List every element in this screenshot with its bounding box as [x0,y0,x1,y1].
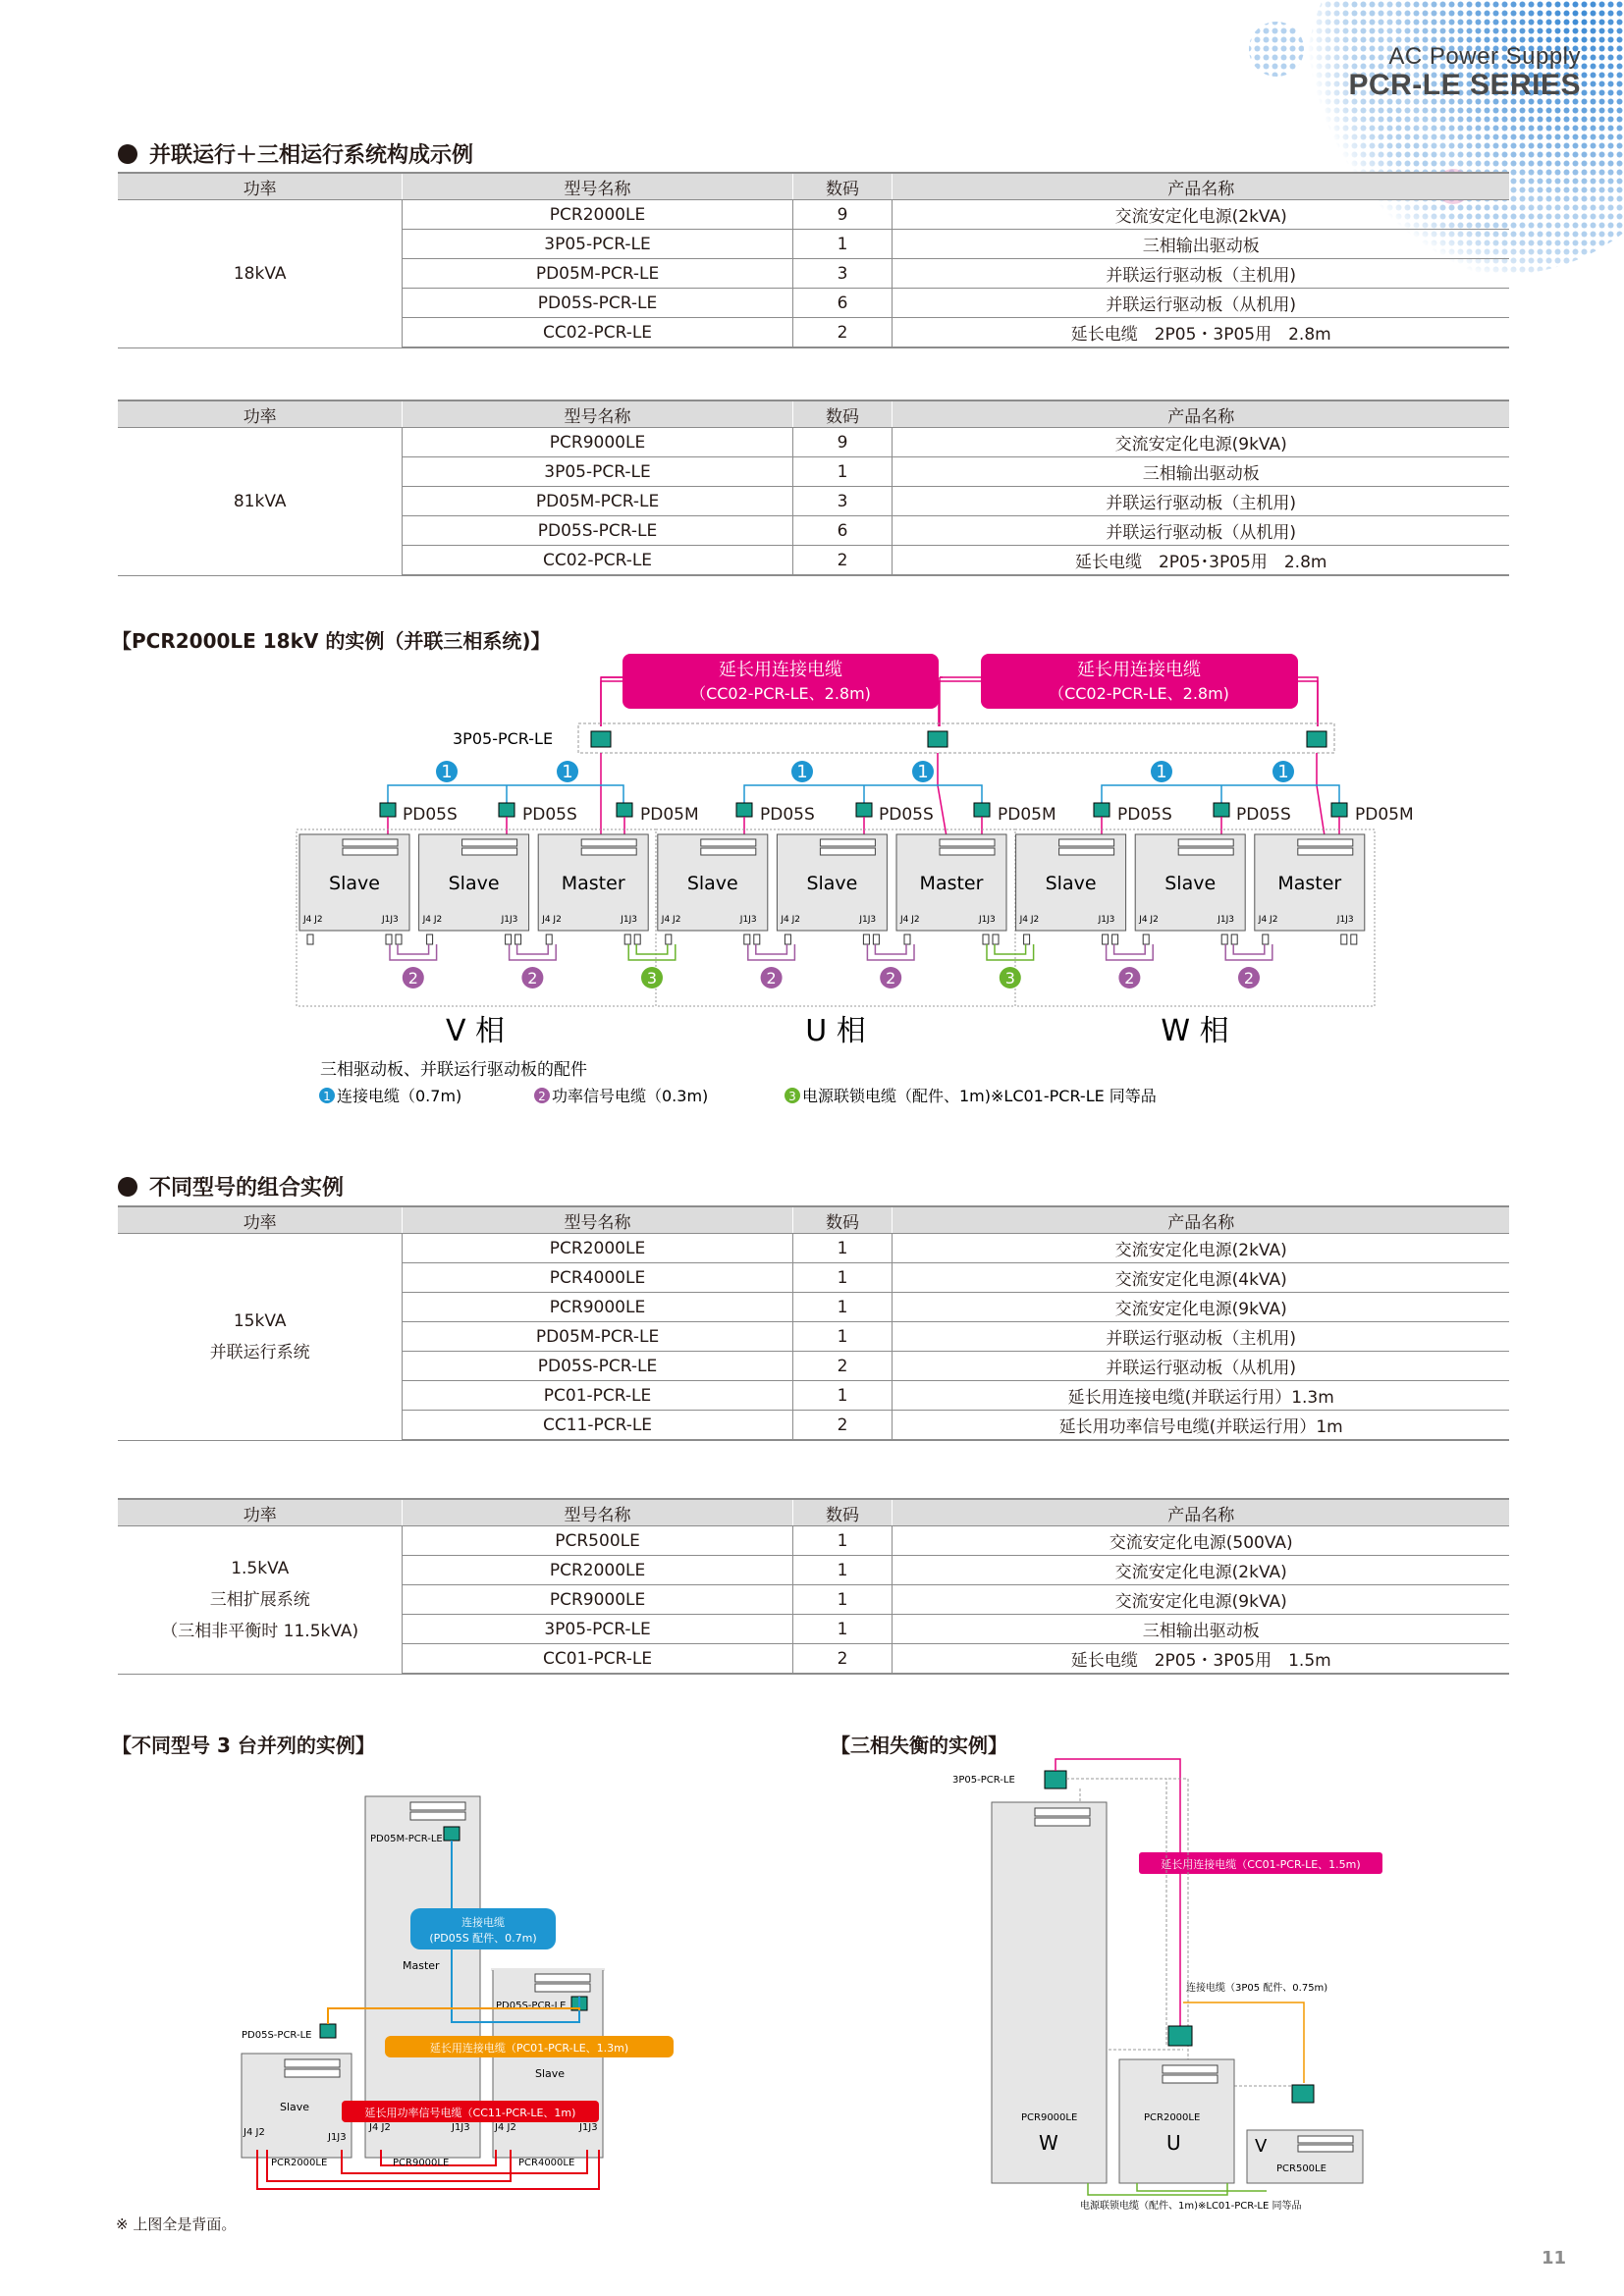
unit-type-label: Slave [1164,873,1217,894]
model-cell: 3P05-PCR-LE [403,1615,792,1644]
qty-cell: 1 [792,1293,893,1322]
orange-cable-text: 延长用连接电缆（PC01-PCR-LE、1.3m) [429,2042,629,2055]
model-cell: PCR9000LE [403,428,792,457]
pink-cable-text: 延长用连接电缆（CC01-PCR-LE、1.5m) [1161,1858,1361,1871]
pd05s-label: PD05S [522,805,577,825]
qty-cell: 1 [792,1585,893,1615]
figure2-diagram [226,1787,687,2199]
pd05s-label: PD05S [403,805,458,825]
pd05s-label: PD05S [1236,805,1291,825]
qty-cell: 2 [792,546,893,576]
qty-cell: 1 [792,1615,893,1644]
product-cell: 交流安定化电源(4kVA) [893,1263,1509,1293]
phase-v-label: V 相 [445,1014,506,1048]
interlock-cable-label: 电源联锁电缆（配件、1m)※LC01-PCR-LE 同等品 [1080,2201,1302,2212]
callout-1-text: 1 [1277,762,1289,782]
qty-cell: 2 [792,1352,893,1381]
callout-2-text: 2 [1243,969,1255,988]
qty-cell: 1 [792,1322,893,1352]
connector-icon [320,2024,336,2038]
j1j3-label: J1J3 [859,915,877,925]
power-signal-cable [1107,944,1154,960]
product-cell: 三相输出驱动板 [893,1615,1509,1644]
legend-2-num: 2 [538,1090,546,1103]
unit-4000-label: PCR4000LE [518,2158,575,2168]
table4 [118,1498,1509,1675]
j4j2-label: J4 J2 [542,915,562,925]
j1j3-label: J1J3 [382,915,399,925]
power-signal-cable [390,944,437,960]
j4j2-label: J4 J2 [422,915,443,925]
col-header-product: 产品名称 [893,1499,1509,1526]
j4j2-label: J4 J2 [900,915,920,925]
qty-cell: 3 [792,487,893,516]
connector-icon [1307,731,1326,747]
j1j3-label: J1J3 [979,915,996,925]
callout-1-text: 1 [562,762,573,782]
unit-type-label: Master [561,873,625,894]
pd05m-label: PD05M [998,805,1056,825]
phase-u-label: U [1166,2131,1181,2155]
blue-cable-line [388,785,623,803]
power-signal-cable [1225,944,1272,960]
board-3p05-label: 3P05-PCR-LE [952,1775,1015,1786]
col-header-qty: 数码 [792,1206,893,1234]
pd05m-label: PD05M [1355,805,1414,825]
j4j2-label: J4 J2 [369,2122,391,2133]
power-cell: 81kVA [118,428,403,576]
model-cell: PD05S-PCR-LE [403,1352,792,1381]
phase-u-label: U 相 [805,1014,866,1048]
product-cell: 延长用功率信号电缆(并联运行用）1m [893,1411,1509,1441]
col-header-power: 功率 [118,400,403,428]
figure1-title: 【PCR2000LE 18kV 的实例（并联三相系统)】 [112,629,551,653]
col-header-power: 功率 [118,173,403,200]
qty-cell: 1 [792,1263,893,1293]
qty-cell: 6 [792,516,893,546]
qty-cell: 2 [792,1644,893,1675]
brand-line-2: PCR-LE SERIES [1348,69,1581,101]
product-cell: 并联运行驱动板（从机用) [893,516,1509,546]
figure2-title: 【不同型号 3 台并列的实例】 [112,1734,375,1757]
product-cell: 交流安定化电源(2kVA) [893,1556,1509,1585]
qty-cell: 9 [792,200,893,230]
j4j2-label: J4 J2 [1019,915,1040,925]
product-cell: 并联运行驱动板（从机用) [893,1352,1509,1381]
qty-cell: 1 [792,1526,893,1556]
cable-label-line1: 延长用连接电缆 [719,660,842,680]
model-cell: PCR2000LE [403,1234,792,1263]
bullet-dot-icon [118,144,137,164]
slave-label-1: Slave [280,2101,310,2113]
cable-label-line2: （CC02-PCR-LE、2.8m) [690,684,871,703]
product-cell: 并联运行驱动板（主机用) [893,259,1509,289]
connector-icon [928,731,947,747]
qty-cell: 3 [792,259,893,289]
figure1-diagram [285,643,1414,1105]
connector-icon [1045,1771,1066,1789]
unit-type-label: Slave [806,873,858,894]
model-cell: PCR9000LE [403,1585,792,1615]
model-cell: PCR9000LE [403,1293,792,1322]
product-cell: 延长电缆 2P05・3P05用 1.5m [893,1644,1509,1675]
model-cell: PCR4000LE [403,1263,792,1293]
qty-cell: 1 [792,1234,893,1263]
j4j2-label: J4 J2 [1139,915,1159,925]
qty-cell: 2 [792,1411,893,1441]
col-header-power: 功率 [118,1499,403,1526]
power-signal-cable [748,944,795,960]
page-number: 11 [1542,2248,1567,2269]
connector-icon [444,1827,460,1841]
legend-1-text: 连接电缆（0.7m) [337,1087,462,1105]
connector-icon [591,731,611,747]
section2-title: 不同型号的组合实例 [118,1171,344,1201]
qty-cell: 6 [792,289,893,318]
qty-cell: 2 [792,318,893,348]
unit-9000-label: PCR9000LE [1021,2112,1078,2123]
callout-2-text: 2 [886,969,896,988]
connector-icon [1168,2026,1192,2046]
col-header-model: 型号名称 [403,400,792,428]
j1j3-label: J1J3 [621,915,637,925]
model-cell: PD05M-PCR-LE [403,1322,792,1352]
unit-type-label: Master [919,873,984,894]
unit-500-label: PCR500LE [1276,2163,1326,2174]
phase-w-label: W 相 [1161,1014,1229,1048]
callout-3-text: 3 [646,969,658,988]
model-cell: CC11-PCR-LE [403,1411,792,1441]
callout-1-text: 1 [917,762,929,782]
callout-1-text: 1 [796,762,808,782]
red-cable-text: 延长用功率信号电缆（CC11-PCR-LE、1m) [364,2107,576,2119]
col-header-model: 型号名称 [403,1499,792,1526]
product-cell: 延长电缆 2P05・3P05用 2.8m [893,318,1509,348]
product-cell: 交流安定化电源(500VA) [893,1526,1509,1556]
j4j2-label: J4 J2 [781,915,801,925]
pd05s-label: PD05S [1117,805,1172,825]
model-cell: CC02-PCR-LE [403,546,792,576]
model-cell: PCR2000LE [403,200,792,230]
j1j3-label: J1J3 [1098,915,1115,925]
model-cell: PC01-PCR-LE [403,1381,792,1411]
power-signal-cable [867,944,914,960]
col-header-model: 型号名称 [403,1206,792,1234]
qty-cell: 1 [792,1381,893,1411]
power-signal-cable [628,944,676,960]
j1j3-label: J1J3 [452,2122,470,2133]
j4j2-label: J4 J2 [244,2127,265,2138]
callout-2-text: 2 [1124,969,1135,988]
callout-2-text: 2 [527,969,538,988]
product-cell: 并联运行驱动板（主机用) [893,487,1509,516]
j1j3-label: J1J3 [328,2132,347,2143]
legend-2-text: 功率信号电缆（0.3m) [552,1087,709,1105]
footnote: ※ 上图全是背面。 [116,2216,237,2233]
bullet-dot-icon [118,1177,137,1197]
model-cell: CC01-PCR-LE [403,1644,792,1675]
slave-label-2: Slave [535,2067,566,2080]
phase-v-label: V [1255,2136,1268,2157]
legend-3-text: 电源联锁电缆（配件、1m)※LC01-PCR-LE 同等品 [802,1087,1157,1105]
phase-w-label: W [1039,2131,1058,2155]
figure3-title: 【三相失衡的实例】 [831,1734,1007,1757]
col-header-qty: 数码 [792,1499,893,1526]
blue-cable-line2: (PD05S 配件、0.7m) [429,1932,537,1945]
product-cell: 并联运行驱动板（主机用) [893,1322,1509,1352]
model-cell: PCR2000LE [403,1556,792,1585]
product-cell: 并联运行驱动板（从机用) [893,289,1509,318]
j1j3-label: J1J3 [1218,915,1234,925]
table2 [118,400,1509,576]
j1j3-label: J1J3 [739,915,757,925]
j4j2-label: J4 J2 [1258,915,1278,925]
table3 [118,1205,1509,1441]
pd05s-label: PD05S [879,805,934,825]
col-header-product: 产品名称 [893,173,1509,200]
connector-icon [1292,2085,1314,2103]
pd05m-label: PD05M-PCR-LE [370,1834,443,1844]
qty-cell: 1 [792,457,893,487]
model-cell: PD05M-PCR-LE [403,487,792,516]
pd05s-label-2: PD05S-PCR-LE [496,2001,567,2011]
j4j2-label: J4 J2 [303,915,323,925]
j1j3-label: J1J3 [1336,915,1354,925]
board-3p05-label: 3P05-PCR-LE [453,729,554,748]
table1 [118,172,1509,348]
product-cell: 延长用连接电缆(并联运行用）1.3m [893,1381,1509,1411]
product-cell: 延长电缆 2P05･3P05用 2.8m [893,546,1509,576]
callout-3-text: 3 [1004,969,1015,988]
power-cell: 18kVA [118,200,403,348]
product-cell: 交流安定化电源(2kVA) [893,200,1509,230]
j1j3-label: J1J3 [579,2122,598,2133]
product-cell: 交流安定化电源(9kVA) [893,428,1509,457]
unit-type-label: Slave [448,873,500,894]
j1j3-label: J1J3 [501,915,518,925]
brand-line-1: AC Power Supply [1388,43,1581,70]
qty-cell: 9 [792,428,893,457]
col-header-power: 功率 [118,1206,403,1234]
cable-label-line2: （CC02-PCR-LE、2.8m) [1049,684,1229,703]
pd05m-label: PD05M [640,805,699,825]
qty-cell: 1 [792,230,893,259]
pd05s-label: PD05S [760,805,815,825]
j4j2-label: J4 J2 [495,2122,516,2133]
cable-label-line1: 延长用连接电缆 [1077,660,1201,680]
model-cell: PD05M-PCR-LE [403,259,792,289]
accessories-title: 三相驱动板、并联运行驱动板的配件 [320,1060,587,1080]
qty-cell: 1 [792,1556,893,1585]
col-header-model: 型号名称 [403,173,792,200]
col-header-qty: 数码 [792,173,893,200]
model-cell: 3P05-PCR-LE [403,230,792,259]
unit-2000-label: PCR2000LE [1144,2112,1201,2123]
unit-type-label: Slave [1045,873,1097,894]
product-cell: 三相输出驱动板 [893,457,1509,487]
model-cell: 3P05-PCR-LE [403,457,792,487]
callout-2-text: 2 [766,969,777,988]
product-cell: 交流安定化电源(9kVA) [893,1585,1509,1615]
unit-type-label: Slave [329,873,380,894]
blue-cable-line1: 连接电缆 [461,1916,505,1929]
pd05s-label-1: PD05S-PCR-LE [242,2030,312,2041]
callout-2-text: 2 [407,969,418,988]
model-cell: CC02-PCR-LE [403,318,792,348]
callout-1-text: 1 [1156,762,1167,782]
model-cell: PD05S-PCR-LE [403,289,792,318]
power-cell: 1.5kVA 三相扩展系统 （三相非平衡时 11.5kVA) [118,1526,403,1675]
connection-cable-label: 连接电缆（3P05 配件、0.75m) [1186,1983,1328,1994]
col-header-qty: 数码 [792,400,893,428]
unit-type-label: Master [1277,873,1342,894]
unit-type-label: Slave [686,873,738,894]
product-cell: 三相输出驱动板 [893,230,1509,259]
model-cell: PCR500LE [403,1526,792,1556]
power-signal-cable [987,944,1034,960]
unit-9000-label: PCR9000LE [393,2158,450,2168]
callout-1-text: 1 [441,762,453,782]
model-cell: PD05S-PCR-LE [403,516,792,546]
figure3-diagram [943,1747,1394,2218]
section1-title: 并联运行＋三相运行系统构成示例 [118,138,473,169]
legend-3-num: 3 [788,1090,796,1103]
power-cell: 15kVA 并联运行系统 [118,1234,403,1441]
product-cell: 交流安定化电源(2kVA) [893,1234,1509,1263]
legend-1-num: 1 [323,1090,331,1103]
power-signal-cable [510,944,557,960]
unit-2000-label: PCR2000LE [271,2158,328,2168]
j4j2-label: J4 J2 [661,915,681,925]
col-header-product: 产品名称 [893,1206,1509,1234]
col-header-product: 产品名称 [893,400,1509,428]
product-cell: 交流安定化电源(9kVA) [893,1293,1509,1322]
master-label: Master [403,1959,440,1972]
